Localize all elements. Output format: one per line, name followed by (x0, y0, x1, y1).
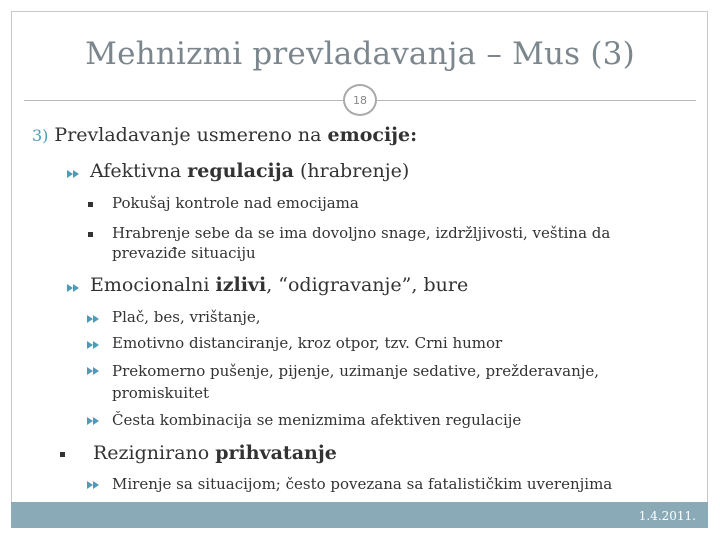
footer-bar (11, 502, 708, 528)
afektivna-heading (90, 160, 409, 182)
rezignirano-heading (93, 442, 337, 464)
section-number: 3) (32, 126, 49, 145)
list-item: promiskuitet (112, 384, 210, 402)
chevron-bullet-icon (66, 168, 84, 180)
list-item: Pokušaj kontrole nad emocijama (112, 194, 359, 212)
slide-number-badge (343, 84, 377, 116)
list-item: Česta kombinacija se menizmima afektiven regulacije (112, 411, 522, 429)
chevron-bullet-icon (86, 313, 104, 325)
emocionalni-bold: izlivi (215, 274, 267, 296)
emocionalni-post: , “odigravanje”, bure (266, 274, 469, 296)
list-item: Prekomerno pušenje, pijenje, uzimanje sedative, prežderavanje, (112, 362, 600, 380)
square-bullet-icon (88, 232, 93, 237)
chevron-bullet-icon (86, 339, 104, 351)
section-heading (32, 124, 417, 146)
afektivna-pre: Afektivna (90, 160, 188, 182)
chevron-bullet-icon (86, 415, 104, 427)
afektivna-bold: regulacija (187, 160, 294, 182)
emocionalni-heading (90, 274, 468, 296)
list-item: Hrabrenje sebe da se ima dovoljno snage, izdržljivosti, veština da (112, 224, 611, 242)
square-bullet-icon (88, 202, 93, 207)
list-item: Mirenje sa situacijom; često povezana sa fatalističkim uverenjima (112, 475, 613, 493)
slide-date: 1.4.2011. (638, 509, 696, 523)
square-bullet-icon (60, 452, 65, 457)
rezignirano-bold: prihvatanje (215, 442, 337, 464)
afektivna-post: (hrabrenje) (293, 160, 410, 182)
slide-number: 18 (353, 94, 367, 107)
section-heading-text: Prevladavanje usmereno na (54, 124, 328, 146)
chevron-bullet-icon (86, 365, 104, 377)
rezignirano-pre: Rezignirano (93, 442, 216, 464)
emocionalni-pre: Emocionalni (90, 274, 216, 296)
list-item: Emotivno distanciranje, kroz otpor, tzv. Crni humor (112, 334, 503, 352)
list-item: Plač, bes, vrištanje, (112, 308, 261, 326)
chevron-bullet-icon (66, 282, 84, 294)
list-item: prevaziđe situaciju (112, 244, 256, 262)
chevron-bullet-icon (86, 479, 104, 491)
section-heading-bold: emocije: (327, 124, 418, 146)
slide-title: Mehnizmi prevladavanja – Mus (3) (85, 36, 635, 72)
